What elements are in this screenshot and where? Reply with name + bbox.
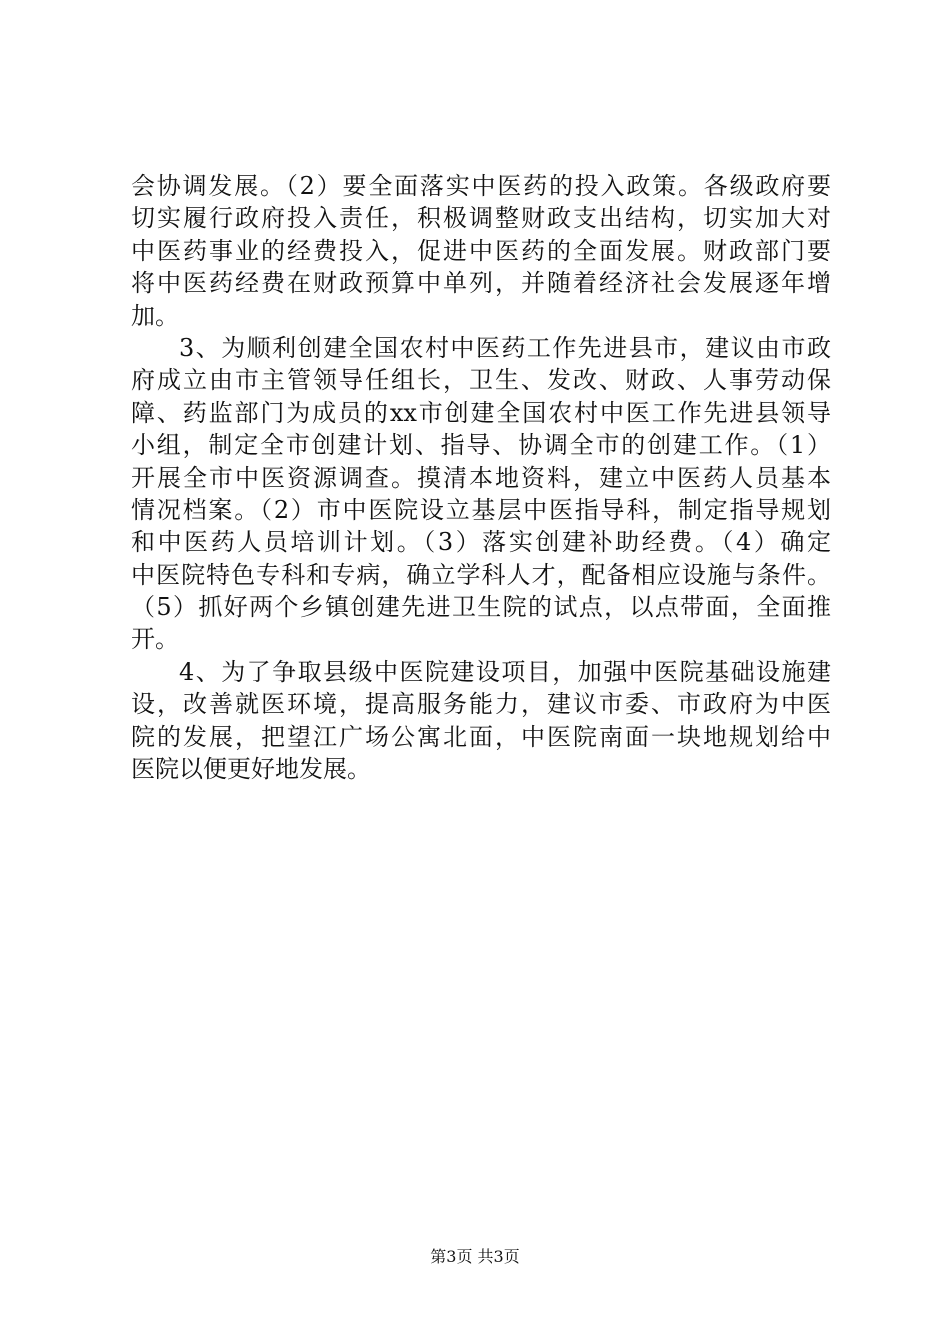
text-line: 开。 (131, 625, 179, 654)
text-line: 和中医药人员培训计划。（3）落实创建补助经费。（4）确定 (131, 528, 831, 557)
text-line: 中医药事业的经费投入，促进中医药的全面发展。财政部门要 (131, 236, 831, 265)
text-line: 障、药监部门为成员的xx市创建全国农村中医工作先进县领导 (131, 398, 831, 427)
text-line: 医院以便更好地发展。 (131, 755, 371, 784)
page-footer: 第3页 共3页 (430, 1247, 520, 1266)
document-body (131, 170, 831, 785)
text-line: 将中医药经费在财政预算中单列，并随着经济社会发展逐年增 (131, 269, 831, 298)
text-line: 加。 (131, 301, 179, 330)
text-line: 3、为顺利创建全国农村中医药工作先进县市，建议由市政 (179, 333, 831, 362)
text-line: 院的发展，把望江广场公寓北面，中医院南面一块地规划给中 (131, 722, 831, 751)
text-line: 4、为了争取县级中医院建设项目，加强中医院基础设施建 (179, 657, 831, 686)
text-line: 府成立由市主管领导任组长，卫生、发改、财政、人事劳动保 (131, 366, 831, 395)
text-line: （5）抓好两个乡镇创建先进卫生院的试点，以点带面，全面推 (131, 593, 831, 622)
text-line: 情况档案。（2）市中医院设立基层中医指导科，制定指导规划 (131, 495, 831, 524)
text-line: 切实履行政府投入责任，积极调整财政支出结构，切实加大对 (131, 204, 831, 233)
text-line: 小组，制定全市创建计划、指导、协调全市的创建工作。（1） (131, 431, 831, 460)
text-line: 设，改善就医环境，提高服务能力，建议市委、市政府为中医 (131, 690, 831, 719)
text-line: 会协调发展。（2）要全面落实中医药的投入政策。各级政府要 (131, 172, 831, 200)
text-line: 开展全市中医资源调查。摸清本地资料，建立中医药人员基本 (131, 463, 831, 492)
text-line: 中医院特色专科和专病，确立学科人才，配备相应设施与条件。 (131, 560, 831, 589)
